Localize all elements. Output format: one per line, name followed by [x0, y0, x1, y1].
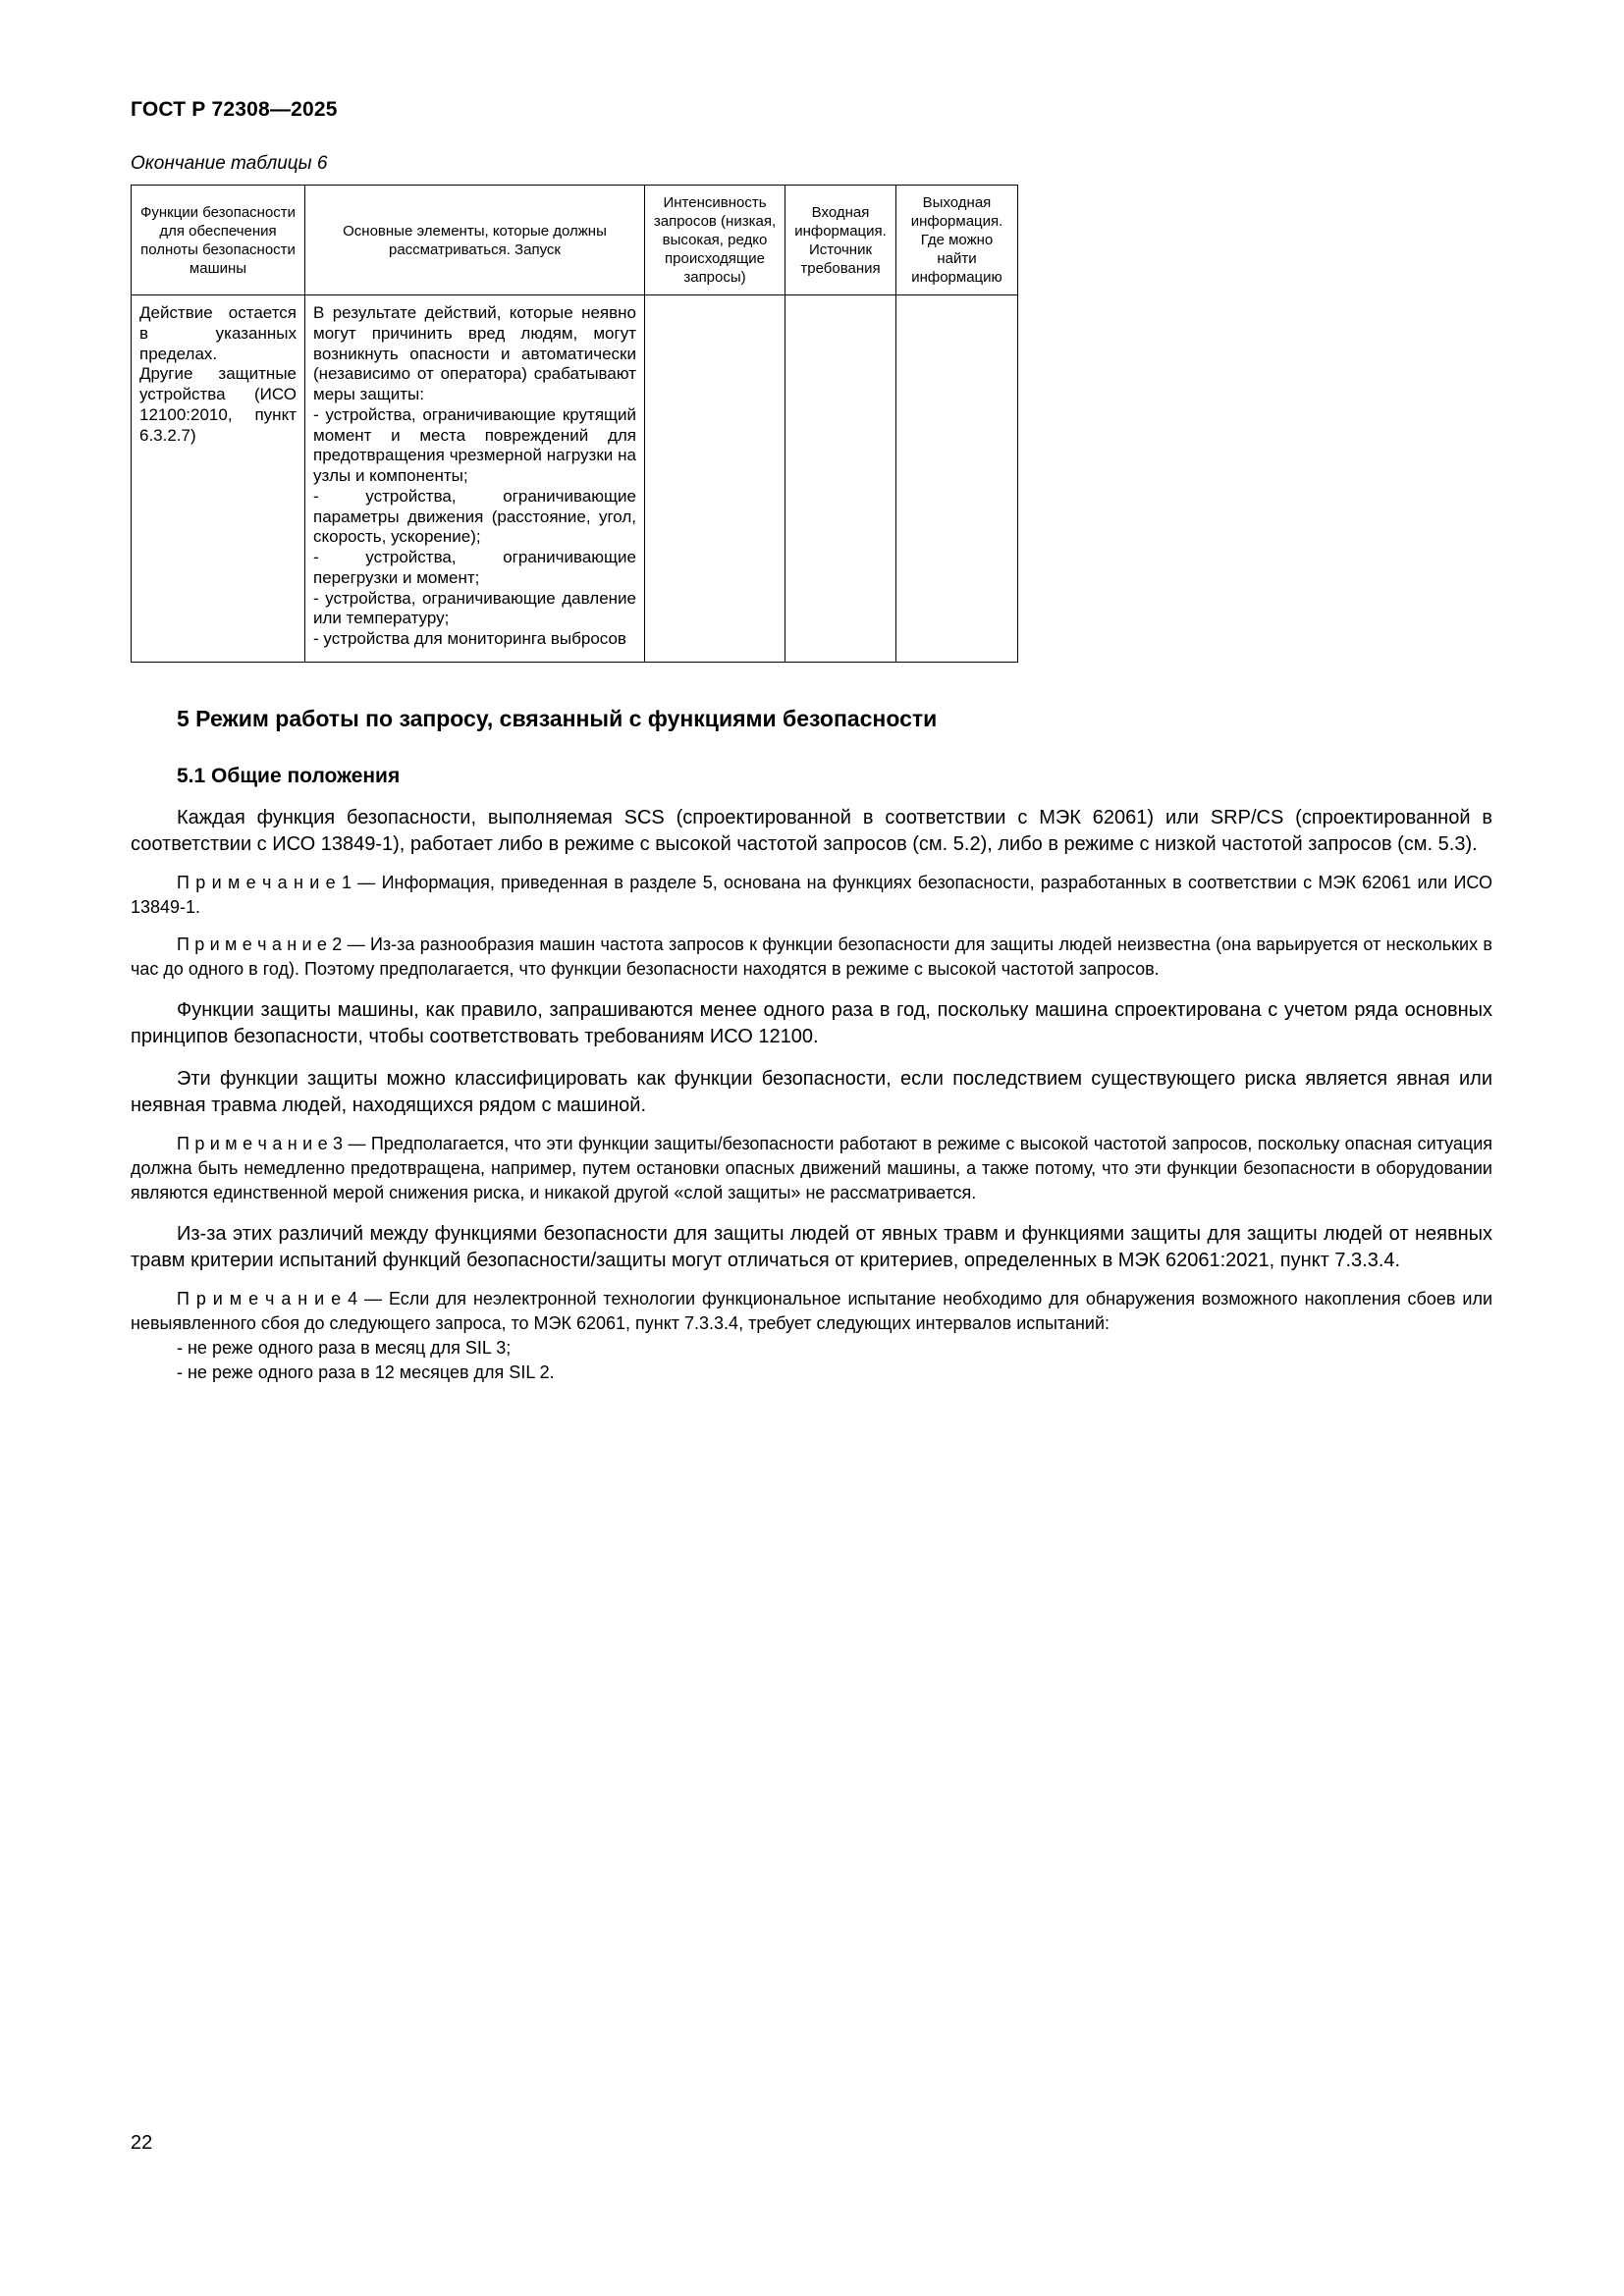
- table-body: [132, 295, 1018, 662]
- note-4: П р и м е ч а н и е 4 — Если для неэлектронной технологии функциональное испытание необходимо для обнаружения возможного накопления сбоев или невыявленного сбоя до следующего запроса, то МЭК 62061, пункт 7.3.3.4, требует следующих интервалов испытаний:: [131, 1288, 1492, 1333]
- table-header-output-info: Выходная информация. Где можно найти информацию: [896, 186, 1018, 295]
- table-6-continuation: [131, 185, 1018, 663]
- note-3: П р и м е ч а н и е 3 — Предполагается, что эти функции защиты/безопасности работают в режиме с высокой частотой запросов, поскольку опасная ситуация должна быть немедленно предотвращена, например, путем остановки опасных движений машины, а также потому, что эти функции безопасности в оборудовании являются единственной мерой снижения риска, и никакой другой «слой защиты» не рассматривается.: [131, 1133, 1492, 1202]
- note-1: П р и м е ч а н и е 1 — Информация, приведенная в разделе 5, основана на функциях безопасности, разработанных в соответствии с МЭК 62061 или ИСО 13849-1.: [131, 872, 1492, 917]
- cell-list-item: - устройства, ограничивающие параметры движения (расстояние, угол, скорость, ускорение);: [313, 486, 636, 547]
- subsection-heading-5-1: 5.1 Общие положения: [177, 765, 401, 788]
- cell-main-elements: [305, 295, 645, 662]
- cell-list-item: - устройства, ограничивающие перегрузки и момент;: [313, 548, 636, 587]
- cell-output-info: [896, 295, 1018, 662]
- note-4-list-item: - не реже одного раза в месяц для SIL 3;: [177, 1337, 512, 1358]
- document-code: ГОСТ Р 72308—2025: [131, 98, 338, 121]
- table-header-row: [132, 186, 1018, 295]
- paragraph-3: Эти функции защиты можно классифицировать как функции безопасности, если последствием существующего риска является явная или неявная травма людей, находящихся рядом с машиной.: [131, 1067, 1492, 1116]
- cell-text: Действие остается в указанных пределах.: [139, 303, 297, 363]
- page-number: 22: [131, 2132, 153, 2154]
- table-header-safety-functions: Функции безопасности для обеспечения полноты безопасности машины: [132, 186, 305, 295]
- table-header-input-info: Входная информация. Источник требования: [785, 186, 896, 295]
- paragraph-2: Функции защиты машины, как правило, запрашиваются менее одного раза в год, поскольку машина спроектирована с учетом ряда основных принципов безопасности, чтобы соответствовать требованиям ИСО 12100.: [131, 998, 1492, 1047]
- cell-list-item: - устройства для мониторинга выбросов: [313, 628, 626, 648]
- paragraph-1: Каждая функция безопасности, выполняемая SCS (спроектированной в соответствии с МЭК 62061) или SRP/CS (спроектированной в соответствии с ИСО 13849-1), работает либо в режиме с высокой частотой запросов (см. 5.2), либо в режиме с низкой частотой запросов (см. 5.3).: [131, 806, 1492, 855]
- section-heading-5: 5 Режим работы по запросу, связанный с функциями безопасности: [177, 705, 938, 731]
- cell-list-item: - устройства, ограничивающие давление или температуру;: [313, 588, 636, 628]
- note-2: П р и м е ч а н и е 2 — Из-за разнообразия машин частота запросов к функции безопасности для защиты людей неизвестна (она варьируется от нескольких в час до одного в год). Поэтому предполагается, что функции безопасности находятся в режиме с высокой частотой запросов.: [131, 934, 1492, 979]
- table-header-main-elements: Основные элементы, которые должны рассматриваться. Запуск: [305, 186, 645, 295]
- cell-demand-intensity: [645, 295, 785, 662]
- note-4-list-item: - не реже одного раза в 12 месяцев для SIL 2.: [177, 1362, 555, 1382]
- cell-list-item: - устройства, ограничивающие крутящий момент и места повреждений для предотвращения чрезмерной нагрузки на узлы и компоненты;: [313, 404, 636, 486]
- table-row: [132, 295, 1018, 662]
- table-head: [132, 186, 1018, 295]
- paragraph-4: Из-за этих различий между функциями безопасности для защиты людей от явных травм и функциями защиты для защиты людей от неявных травм критерии испытаний функций безопасности/защиты могут отличаться от критериев, определенных в МЭК 62061:2021, пункт 7.3.3.4.: [131, 1222, 1492, 1271]
- cell-safety-functions: [132, 295, 305, 662]
- table-header-demand-intensity: Интенсивность запросов (низкая, высокая, редко происходящие запросы): [645, 186, 785, 295]
- cell-text: В результате действий, которые неявно могут причинить вред людям, могут возникнуть опасности и автоматически (независимо от оператора) срабатывают меры защиты:: [313, 303, 636, 404]
- cell-input-info: [785, 295, 896, 662]
- cell-text: Другие защитные устройства (ИСО 12100:2010, пункт 6.3.2.7): [139, 364, 297, 445]
- table-caption: Окончание таблицы 6: [131, 153, 328, 174]
